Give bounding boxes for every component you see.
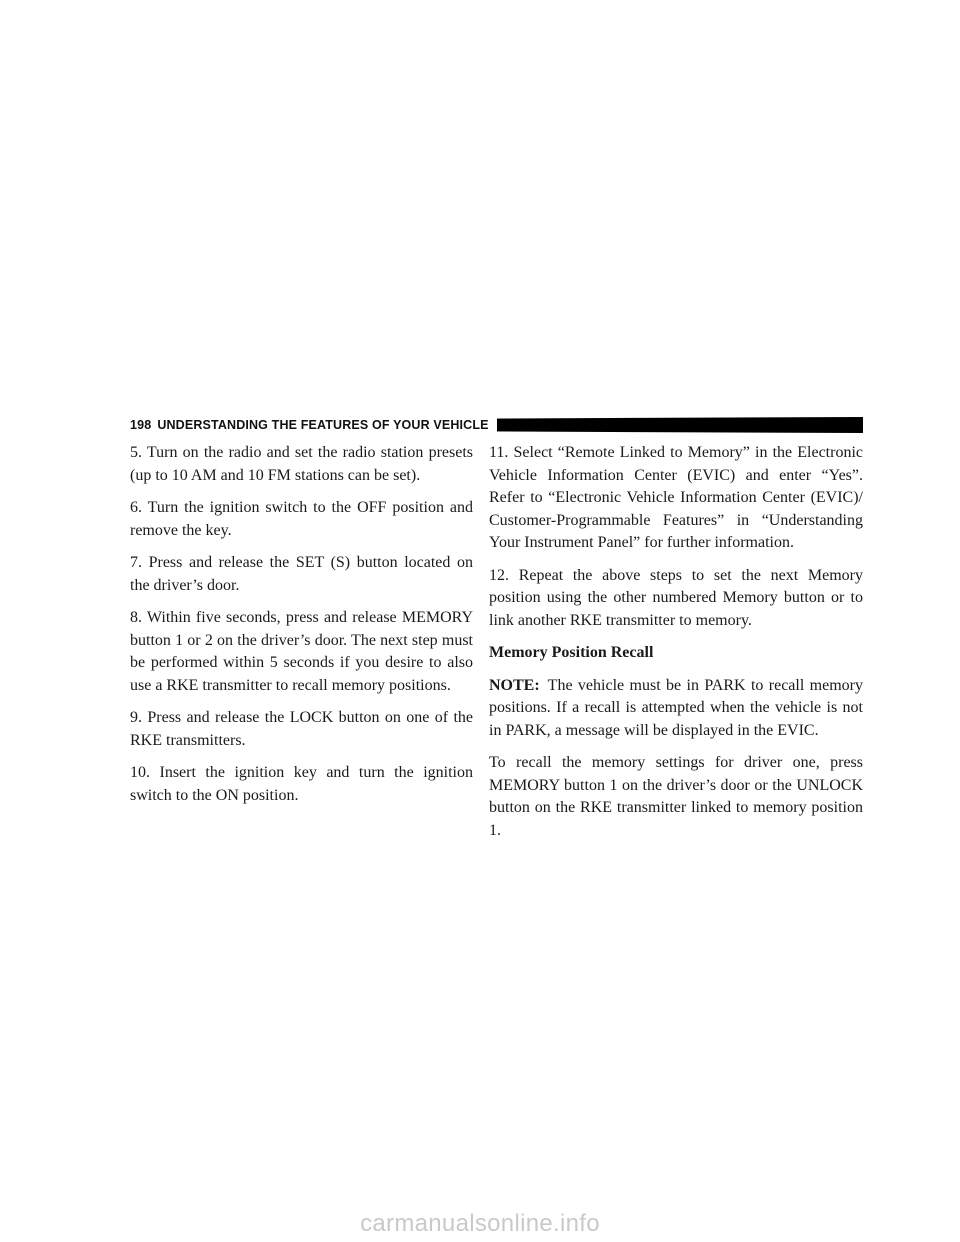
page-header: [130, 417, 863, 433]
right-column: [489, 442, 863, 852]
step-7: 7. Press and release the SET (S) button located on the driver’s door.: [130, 554, 473, 594]
step-6: 6. Turn the ignition switch to the OFF position and remove the key.: [130, 499, 473, 539]
step-8: 8. Within five seconds, press and release MEMORY button 1 or 2 on the driver’s door. The next step must be performed within 5 seconds if you desire to also use a RKE transmitter to recall memory positions.: [130, 609, 473, 694]
recall-instructions: To recall the memory settings for driver one, press MEMORY button 1 on the driver’s door or the UNLOCK button on the RKE transmitter linked to memory position 1.: [489, 754, 863, 839]
page-number: 198: [130, 418, 152, 432]
note-paragraph: [489, 675, 863, 743]
step-11: 11. Select “Remote Linked to Memory” in the Electronic Vehicle Information Center (EVIC) and enter “Yes”. Refer to “Electronic Vehicle Information Center (EVIC)/ Customer-Programmable Features” in “Understanding Your Instrument Panel” for further information.: [489, 444, 863, 551]
step-9: 9. Press and release the LOCK button on one of the RKE transmitters.: [130, 709, 473, 749]
section-title: UNDERSTANDING THE FEATURES OF YOUR VEHICLE: [157, 418, 489, 432]
step-10: 10. Insert the ignition key and turn the ignition switch to the ON position.: [130, 764, 473, 804]
note-text: The vehicle must be in PARK to recall memory positions. If a recall is attempted when the vehicle is not in PARK, a message will be displayed in the EVIC.: [489, 676, 863, 739]
left-column: [130, 442, 473, 817]
note-label: NOTE:: [489, 676, 540, 694]
watermark: carmanualsonline.info: [360, 1210, 600, 1237]
step-12: 12. Repeat the above steps to set the next Memory position using the other numbered Memory button or to link another RKE transmitter to memory.: [489, 566, 863, 629]
header-text: [130, 417, 497, 433]
section-heading: Memory Position Recall: [489, 644, 654, 661]
step-5: 5. Turn on the radio and set the radio station presets (up to 10 AM and 10 FM stations can be set).: [130, 444, 473, 484]
